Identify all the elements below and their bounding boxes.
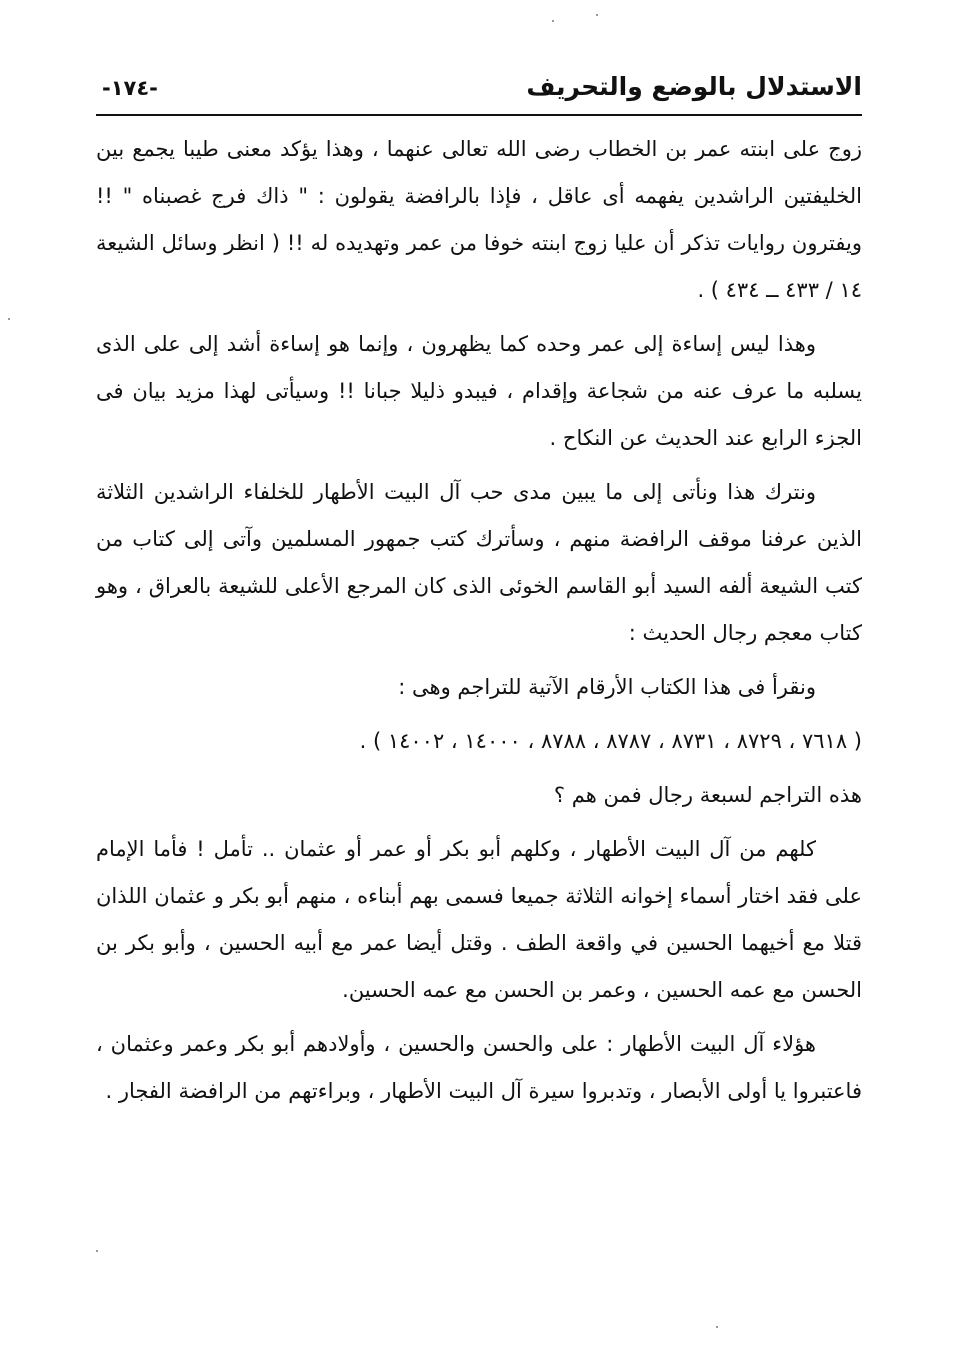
page-body [96,126,862,1122]
scan-speck [552,20,554,22]
paragraph-4: ونقرأ فى هذا الكتاب الأرقام الآتية للتراجم وهى : [398,675,816,699]
running-title: الاستدلال بالوضع والتحريف [526,72,862,101]
page-header [96,66,862,116]
paragraph-1: زوج على ابنته عمر بن الخطاب رضى الله تعالى عنهما ، وهذا يؤكد معنى طيبا يجمع بين الخليفتين الراشدين يفهمه أى عاقل ، فإذا بالرافضة يقولون : " ذاك فرج غصبناه " !! ويفترون روايات تذكر أن عليا زوج ابنته خوفا من عمر وتهديده له !! ( انظر وسائل الشيعة ١٤ / ٤٣٣ ــ ٤٣٤ ) . [96,137,862,302]
scan-speck [8,318,10,320]
scan-speck [96,1250,98,1252]
paragraph-2: وهذا ليس إساءة إلى عمر وحده كما يظهرون ، وإنما هو إساءة أشد إلى على الذى يسلبه ما عرف عنه من شجاعة وإقدام ، فيبدو ذليلا جبانا !! وسيأتى لهذا مزيد بيان فى الجزء الرابع عند الحديث عن النكاح . [96,332,862,450]
paragraph-6: هؤلاء آل البيت الأطهار : على والحسن والحسين ، وأولادهم أبو بكر وعمر وعثمان ، فاعتبروا يا أولى الأبصار ، وتدبروا سيرة آل البيت الأطهار ، وبراءتهم من الرافضة الفجار . [96,1032,862,1103]
paragraph-5: كلهم من آل البيت الأطهار ، وكلهم أبو بكر أو عمر أو عثمان .. تأمل ! فأما الإمام على فقد اختار أسماء إخوانه الثلاثة جميعا فسمى بهم أبناءه ، منهم أبو بكر و عثمان اللذان قتلا مع أخيهما الحسين في واقعة الطف . وقتل أيضا عمر مع أبيه الحسين ، وأبو بكر بن الحسن مع عمه الحسين ، وعمر بن الحسن مع عمه الحسين. [96,837,862,1002]
reference-numbers: ( ٧٦١٨ ، ٨٧٢٩ ، ٨٧٣١ ، ٨٧٨٧ ، ٨٧٨٨ ، ١٤٠٠٠ ، ١٤٠٠٢ ) . [359,729,862,753]
paragraph-3: ونترك هذا ونأتى إلى ما يبين مدى حب آل البيت الأطهار للخلفاء الراشدين الثلاثة الذين عرفنا موقف الرافضة منهم ، وسأترك كتب جمهور المسلمين وآتى إلى كتاب من كتب الشيعة ألفه السيد أبو القاسم الخوئى الذى كان المرجع الأعلى للشيعة بالعراق ، وهو كتاب معجم رجال الحديث : [96,480,862,645]
scan-speck [596,14,598,16]
page-number: -١٧٤- [102,76,158,100]
paragraph-question: هذه التراجم لسبعة رجال فمن هم ؟ [553,783,862,807]
scan-speck [716,1326,718,1328]
